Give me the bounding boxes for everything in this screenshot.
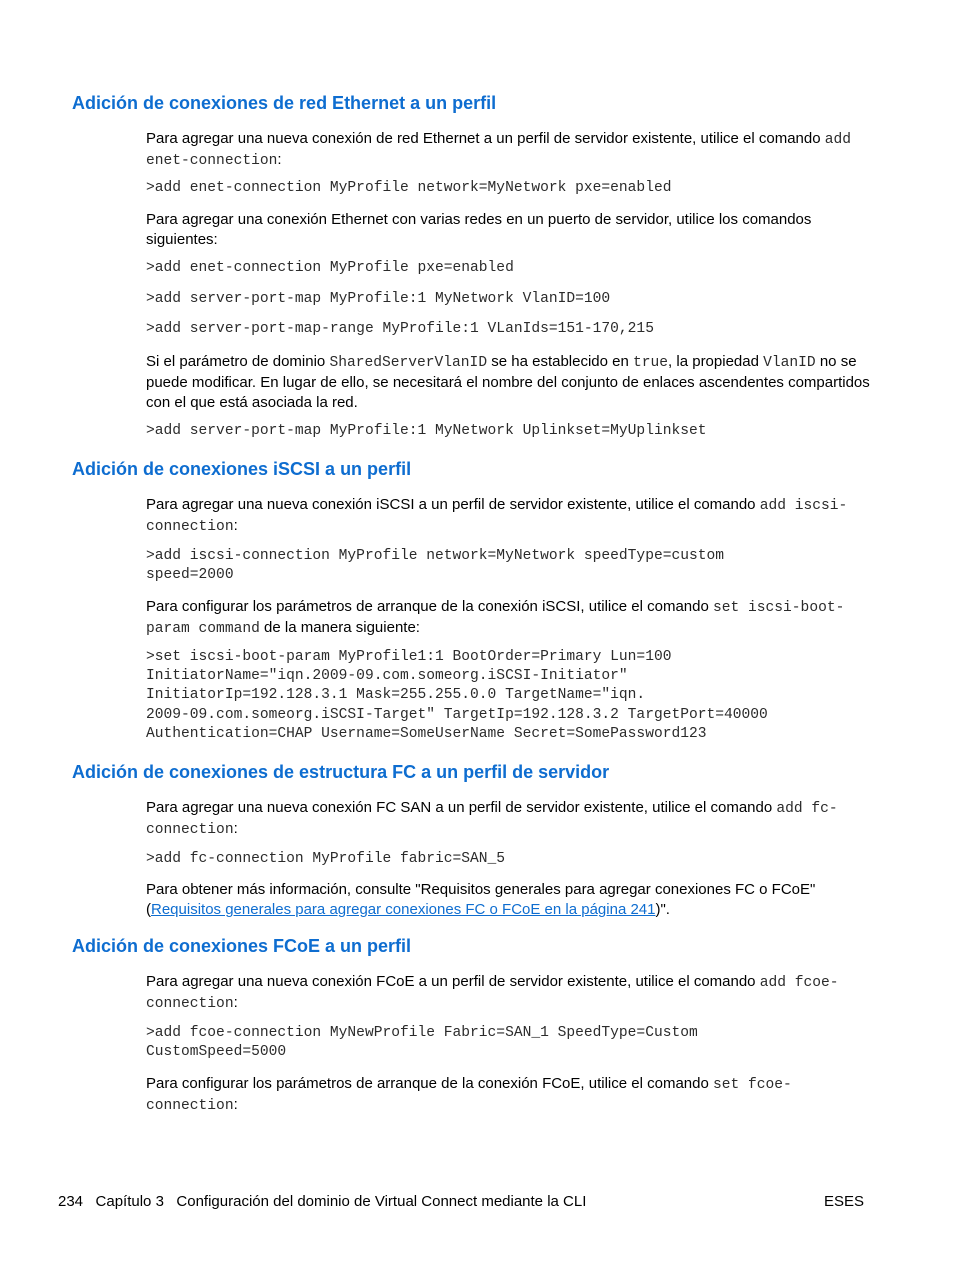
section-heading-iscsi: Adición de conexiones iSCSI a un perfil bbox=[72, 459, 412, 479]
page-footer-left: 234 Capítulo 3 Configuración del dominio de Virtual Connect mediante la CLI bbox=[58, 1193, 587, 1210]
code-block: >set iscsi-boot-param MyProfile1:1 BootOrder=Primary Lun=100 InitiatorName="iqn.2009-09.com.someorg.iSCSI-Initiator" InitiatorIp=192.128.3.1 Mask=255.255.0.0 TargetName="iqn. 2009-09.com.someorg.iSCSI-Target" TargetIp=192.128.3.2 TargetPort=40000 Authentication=CHAP Username=SomeUserName Secret=SomePassword123 bbox=[146, 649, 768, 742]
section-heading-fcoe: Adición de conexiones FCoE a un perfil bbox=[72, 936, 412, 956]
section-heading-ethernet: Adición de conexiones de red Ethernet a un perfil bbox=[72, 93, 497, 113]
inline-code: true bbox=[633, 355, 669, 371]
code-block: >add fcoe-connection MyNewProfile Fabric=SAN_1 SpeedType=Custom CustomSpeed=5000 bbox=[146, 1025, 698, 1061]
inline-code: VlanID bbox=[763, 355, 816, 371]
code-block: >add iscsi-connection MyProfile network=MyNetwork speedType=custom speed=2000 bbox=[146, 548, 725, 584]
paragraph-vlan-note: Si el parámetro de dominio SharedServerVlanID se ha establecido en true, la propiedad VlanID no se puede modificar. En lugar de ello, se necesitará el nombre del conjunto de enlaces ascendentes compartidos con el que está asociada la red. bbox=[146, 353, 870, 411]
code-block: >add fc-connection MyProfile fabric=SAN_5 bbox=[146, 851, 506, 867]
paragraph-ethernet-intro: Para agregar una nueva conexión de red Ethernet a un perfil de servidor existente, utilice el comando add enet-connection: bbox=[146, 130, 852, 169]
paragraph-fcoe-boot: Para configurar los parámetros de arranque de la conexión FCoE, utilice el comando set fcoe-connection: bbox=[146, 1075, 792, 1114]
inline-code: set fcoe-connection bbox=[146, 1077, 792, 1114]
code-block: >add server-port-map MyProfile:1 MyNetwork Uplinkset=MyUplinkset bbox=[146, 423, 707, 439]
paragraph-iscsi-intro: Para agregar una nueva conexión iSCSI a un perfil de servidor existente, utilice el comando add iscsi-connection: bbox=[146, 496, 848, 535]
paragraph-ethernet-multi: Para agregar una conexión Ethernet con varias redes en un puerto de servidor, utilice los comandos siguientes: bbox=[146, 211, 812, 248]
inline-code: SharedServerVlanID bbox=[329, 355, 488, 371]
cross-reference-link[interactable]: Requisitos generales para agregar conexiones FC o FCoE en la página 241 bbox=[151, 901, 656, 918]
inline-code: add iscsi-connection bbox=[146, 498, 848, 535]
section-heading-fc: Adición de conexiones de estructura FC a un perfil de servidor bbox=[72, 762, 610, 782]
inline-code: add enet-connection bbox=[146, 132, 852, 169]
code-block: >add server-port-map-range MyProfile:1 VLanIds=151-170,215 bbox=[146, 321, 654, 337]
paragraph-iscsi-boot: Para configurar los parámetros de arranque de la conexión iSCSI, utilice el comando set iscsi-boot-param command de la manera siguiente: bbox=[146, 598, 845, 637]
inline-code: add fc-connection bbox=[146, 801, 838, 838]
paragraph-fc-intro: Para agregar una nueva conexión FC SAN a un perfil de servidor existente, utilice el comando add fc-connection: bbox=[146, 799, 838, 838]
code-block: >add enet-connection MyProfile network=MyNetwork pxe=enabled bbox=[146, 180, 672, 196]
paragraph-fc-info: Para obtener más información, consulte "Requisitos generales para agregar conexiones FC o FCoE" (Requisitos generales para agregar conexiones FC o FCoE en la página 241)". bbox=[146, 881, 816, 918]
paragraph-fcoe-intro: Para agregar una nueva conexión FCoE a un perfil de servidor existente, utilice el comando add fcoe-connection: bbox=[146, 973, 839, 1012]
inline-code: add fcoe-connection bbox=[146, 975, 839, 1012]
code-block: >add enet-connection MyProfile pxe=enabled bbox=[146, 260, 514, 276]
inline-code: set iscsi-boot-param command bbox=[146, 600, 845, 637]
page-footer-right: ESES bbox=[824, 1193, 865, 1210]
code-block: >add server-port-map MyProfile:1 MyNetwork VlanID=100 bbox=[146, 291, 611, 307]
